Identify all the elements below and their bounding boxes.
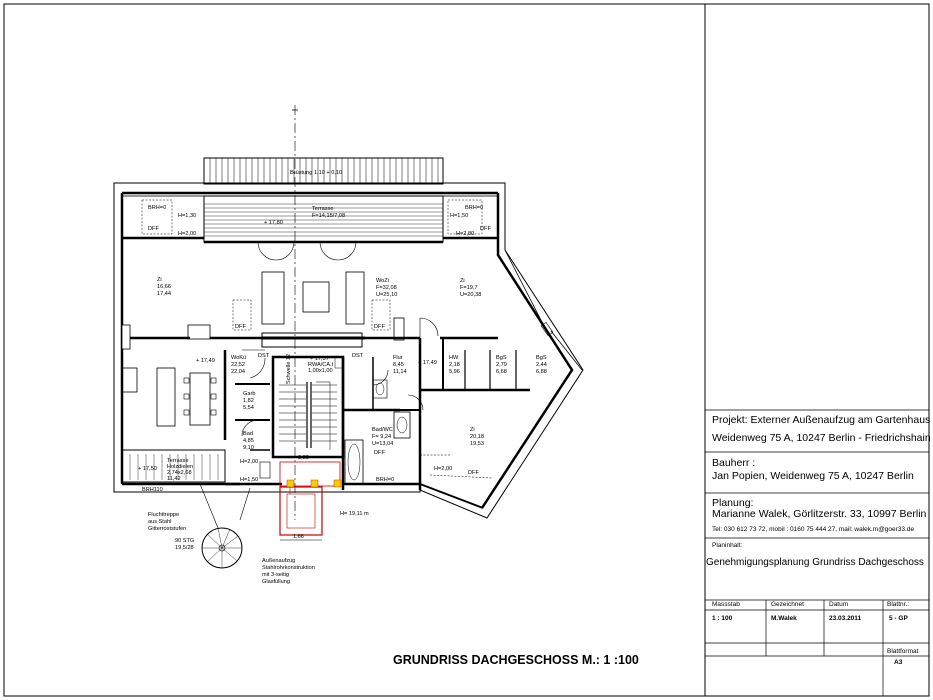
room-bad-area: 4,85: [243, 438, 254, 444]
room-badwc-area: F= 9,24: [372, 434, 392, 440]
terrace-left-material: Holzdielen: [167, 464, 194, 470]
contact-line: Tel: 030 612 73 72, mobil : 0160 75 444 27, mail: walek.m@goer33.de: [712, 526, 915, 533]
flucht-line-3: Gitterroststufen: [148, 526, 187, 532]
brh-left: BRH=0: [148, 205, 167, 211]
projekt-line-2: Weidenweg 75 A, 10247 Berlin - Friedrichshain: [712, 432, 931, 444]
flucht-line-1: Fluchttreppe: [148, 512, 180, 518]
room-bgs1-area: 2,79: [496, 362, 507, 368]
planung-value: Marianne Walek, Görlitzerstr. 33, 10997 Berlin: [712, 508, 927, 520]
aufzug-line-3: mit 3-seitig: [262, 572, 290, 578]
value-blattnr: 5 - GP: [889, 615, 908, 622]
room-hw-name: HW: [449, 355, 459, 361]
room-zi-lower-name: Zi: [470, 427, 475, 433]
blattformat-value: A3: [894, 659, 903, 666]
rwa-size: 1,00x1,00: [308, 368, 333, 374]
dimension-166: 1,66: [293, 534, 304, 540]
aufzug-line-1: Außenaufzug: [262, 558, 296, 564]
terrace-left-area: 11,42: [167, 476, 181, 482]
room-bad-perimeter: 9,10: [243, 445, 254, 451]
planinhalt-value: Genehmigungsplanung Grundriss Dachgeschoss: [706, 557, 924, 568]
room-zi-lower-area: 20,18: [470, 434, 484, 440]
level-terrace: + 17,50: [138, 466, 157, 472]
room-wozi-name: WoZi: [376, 278, 389, 284]
room-zi-right-name: Zi: [460, 278, 465, 284]
level-woki: + 17,49: [196, 358, 215, 364]
h200-right: H=2,80: [456, 231, 475, 237]
dff-bad: DFF: [374, 450, 385, 456]
sheet-border: [4, 4, 929, 696]
floor-plan: [114, 105, 583, 568]
room-wozi-perimeter: U=25,10: [376, 292, 398, 298]
brh-bottom-left: BRH110: [142, 487, 163, 493]
h200-bad: H=2,00: [240, 459, 259, 465]
h150-bad: H=1,50: [240, 477, 259, 483]
dff-right-top: DFF: [480, 226, 491, 232]
level-top: + 17,80: [264, 220, 283, 226]
room-zi-right-area: F=19,7: [460, 285, 478, 291]
dff-left-top: DFF: [148, 226, 159, 232]
h150-right: H=1,50: [450, 213, 469, 219]
terrace-left-name: Terrasse: [167, 458, 189, 464]
room-bad-name: Bad: [243, 431, 253, 437]
aufzug-line-4: Glasfüllung: [262, 579, 290, 585]
room-zi-right-perimeter: U=20,38: [460, 292, 482, 298]
brh-bottom: BRH=0: [376, 477, 395, 483]
col-blattnr: Blattnr.:: [887, 601, 910, 608]
room-woki-name: WoKü: [231, 355, 247, 361]
h200-left: H=2,00: [178, 231, 197, 237]
dst-right: DST: [352, 353, 364, 359]
room-badwc-perimeter: U=13,04: [372, 441, 394, 447]
brh-right: BRH=0: [465, 205, 484, 211]
terrace-top-name: Terrasse: [312, 206, 334, 212]
col-gezeichnet: Gezeichnet: [771, 601, 804, 608]
flucht-line-4: 90 STG: [175, 538, 195, 544]
blattformat-label: Blattformat: [887, 648, 919, 655]
room-zi-lower-perimeter: 19,53: [470, 441, 484, 447]
room-zi-left-area: 16,66: [157, 284, 171, 290]
room-bgs2-area: 2,44: [536, 362, 547, 368]
rwa-label: RWA/CA.t: [308, 362, 334, 368]
elevator-height: H= 19,11 m: [340, 511, 369, 517]
room-garb-name: Garb: [243, 391, 256, 397]
room-flur-area: 8,45: [393, 362, 404, 368]
flucht-line-2: aus Stahl: [148, 519, 172, 525]
h130-left: H=1,30: [178, 213, 197, 219]
aufzug-line-2: Stahlrohrkonstruktion: [262, 565, 315, 571]
room-woki-perimeter: 22,04: [231, 369, 245, 375]
planinhalt-label: Planinhalt:: [712, 542, 743, 549]
room-garb-area: 1,82: [243, 398, 254, 404]
room-hw-area: 2,18: [449, 362, 460, 368]
room-bgs2-name: BgS: [536, 355, 547, 361]
bauherr-label: Bauherr :: [712, 457, 756, 469]
value-massstab: 1 : 100: [712, 615, 733, 622]
h200-lower: H=2,00: [434, 466, 453, 472]
terrace-top-area: F=14,15/7,08: [312, 213, 346, 219]
flucht-line-5: 19,5/28: [175, 545, 194, 551]
room-flur-name: Flur: [393, 355, 403, 361]
level-flur: + 17,49: [418, 360, 437, 366]
room-garb-perimeter: 5,54: [243, 405, 254, 411]
dimension-288: 2,88: [298, 455, 309, 461]
room-hw-perimeter: 5,96: [449, 369, 460, 375]
dff-wozi-left: DFF: [235, 324, 246, 330]
room-zi-left-name: Zi: [157, 277, 162, 283]
room-labels: [157, 206, 547, 482]
terrace-left-size: 2,74x2,68: [167, 470, 192, 476]
room-flur-perimeter: 11,14: [393, 369, 407, 375]
top-dimension: Brüstung 1,10 + 0,10: [290, 170, 343, 176]
room-bgs2-perimeter: 6,88: [536, 369, 547, 375]
col-massstab: Massstab: [712, 601, 740, 608]
room-bgs1-perimeter: 6,68: [496, 369, 507, 375]
room-bgs1-name: BgS: [496, 355, 507, 361]
room-badwc-name: Bad/WC: [372, 427, 393, 433]
room-zi-left-perimeter: 17,44: [157, 291, 171, 297]
projekt-line-1: Projekt: Externer Außenaufzug am Gartenhaus: [712, 414, 931, 426]
planung-label: Planung:: [712, 497, 754, 509]
schwelle: Schwelle 12: [286, 353, 292, 384]
dff-wozi-right: DFF: [374, 324, 385, 330]
level-rwa: + 17,37: [310, 356, 329, 362]
bauherr-value: Jan Popien, Weidenweg 75 A, 10247 Berlin: [712, 470, 914, 482]
drawing-title: GRUNDRISS DACHGESCHOSS M.: 1 :100: [393, 653, 639, 667]
dst-left: DST: [258, 353, 270, 359]
value-gezeichnet: M.Walek: [771, 615, 797, 622]
col-datum: Datum: [829, 601, 849, 608]
room-woki-area: 22,52: [231, 362, 245, 368]
value-datum: 23.03.2011: [829, 615, 862, 622]
dff-lower: DFF: [468, 470, 479, 476]
room-wozi-area: F=32,08: [376, 285, 397, 291]
